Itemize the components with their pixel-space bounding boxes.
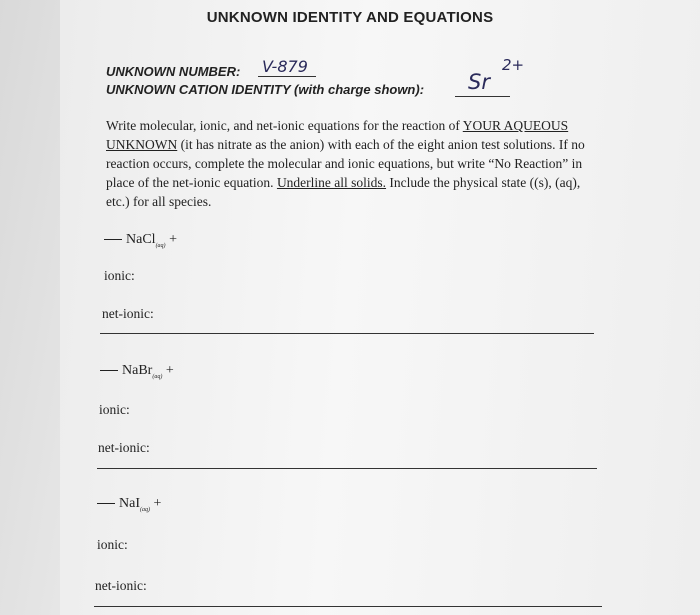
net-ionic-label-3: net-ionic: <box>95 578 147 593</box>
instructions-paragraph <box>106 116 596 211</box>
ionic-label-3: ionic: <box>97 537 128 552</box>
formula: NaBr <box>122 363 153 378</box>
unknown-cation-value: Sr <box>468 70 490 94</box>
plus-sign: + <box>153 496 162 511</box>
unknown-number-value: V-879 <box>262 57 308 76</box>
net-ionic-label-2: net-ionic: <box>98 440 150 455</box>
formula: NaI <box>119 496 140 511</box>
unknown-number-label: UNKNOWN NUMBER: <box>106 64 241 79</box>
instructions-part2: (it has nitrate as the anion) with each of the eight anion test solutions. If no reaction occurs, complete the molecular and ionic equations, but write “No Reaction” in place of the net-ionic equation. <box>106 137 585 190</box>
instructions-underline-unknown: YOUR AQUEOUS UNKNOWN <box>106 118 569 152</box>
plus-sign: + <box>169 232 177 247</box>
state: (aq) <box>152 374 163 380</box>
net-ionic-line-2[interactable] <box>97 468 597 469</box>
unknown-cation-label <box>106 82 424 97</box>
page-title: UNKNOWN IDENTITY AND EQUATIONS <box>206 9 494 26</box>
unknown-cation-charge: 2+ <box>502 56 525 74</box>
net-ionic-line-1[interactable] <box>100 333 594 334</box>
state: (aq) <box>140 507 150 513</box>
unknown-cation-label-paren: (with charge shown): <box>294 82 425 97</box>
instructions-part1: Write molecular, ionic, and net-ionic equations for the reaction of <box>106 118 463 133</box>
ionic-label-2: ionic: <box>99 402 130 417</box>
net-ionic-line-3[interactable] <box>94 606 602 607</box>
unknown-cation-label-main: UNKNOWN CATION IDENTITY <box>106 82 291 97</box>
coefficient-blank[interactable] <box>104 239 122 240</box>
coefficient-blank[interactable] <box>100 370 118 371</box>
plus-sign: + <box>165 363 174 378</box>
equation-nabr <box>100 363 174 380</box>
coefficient-blank[interactable] <box>97 503 115 504</box>
equation-nacl <box>104 232 177 249</box>
formula: NaCl <box>126 232 156 247</box>
instructions-underline-solids: Underline all solids. <box>276 175 387 190</box>
ionic-label-1: ionic: <box>104 268 135 283</box>
instructions-part3: Include the physical state ((s), (aq), etc.) for all species. <box>106 175 581 209</box>
state: (aq) <box>155 243 166 249</box>
equation-nai <box>97 496 161 513</box>
net-ionic-label-1: net-ionic: <box>102 306 154 321</box>
